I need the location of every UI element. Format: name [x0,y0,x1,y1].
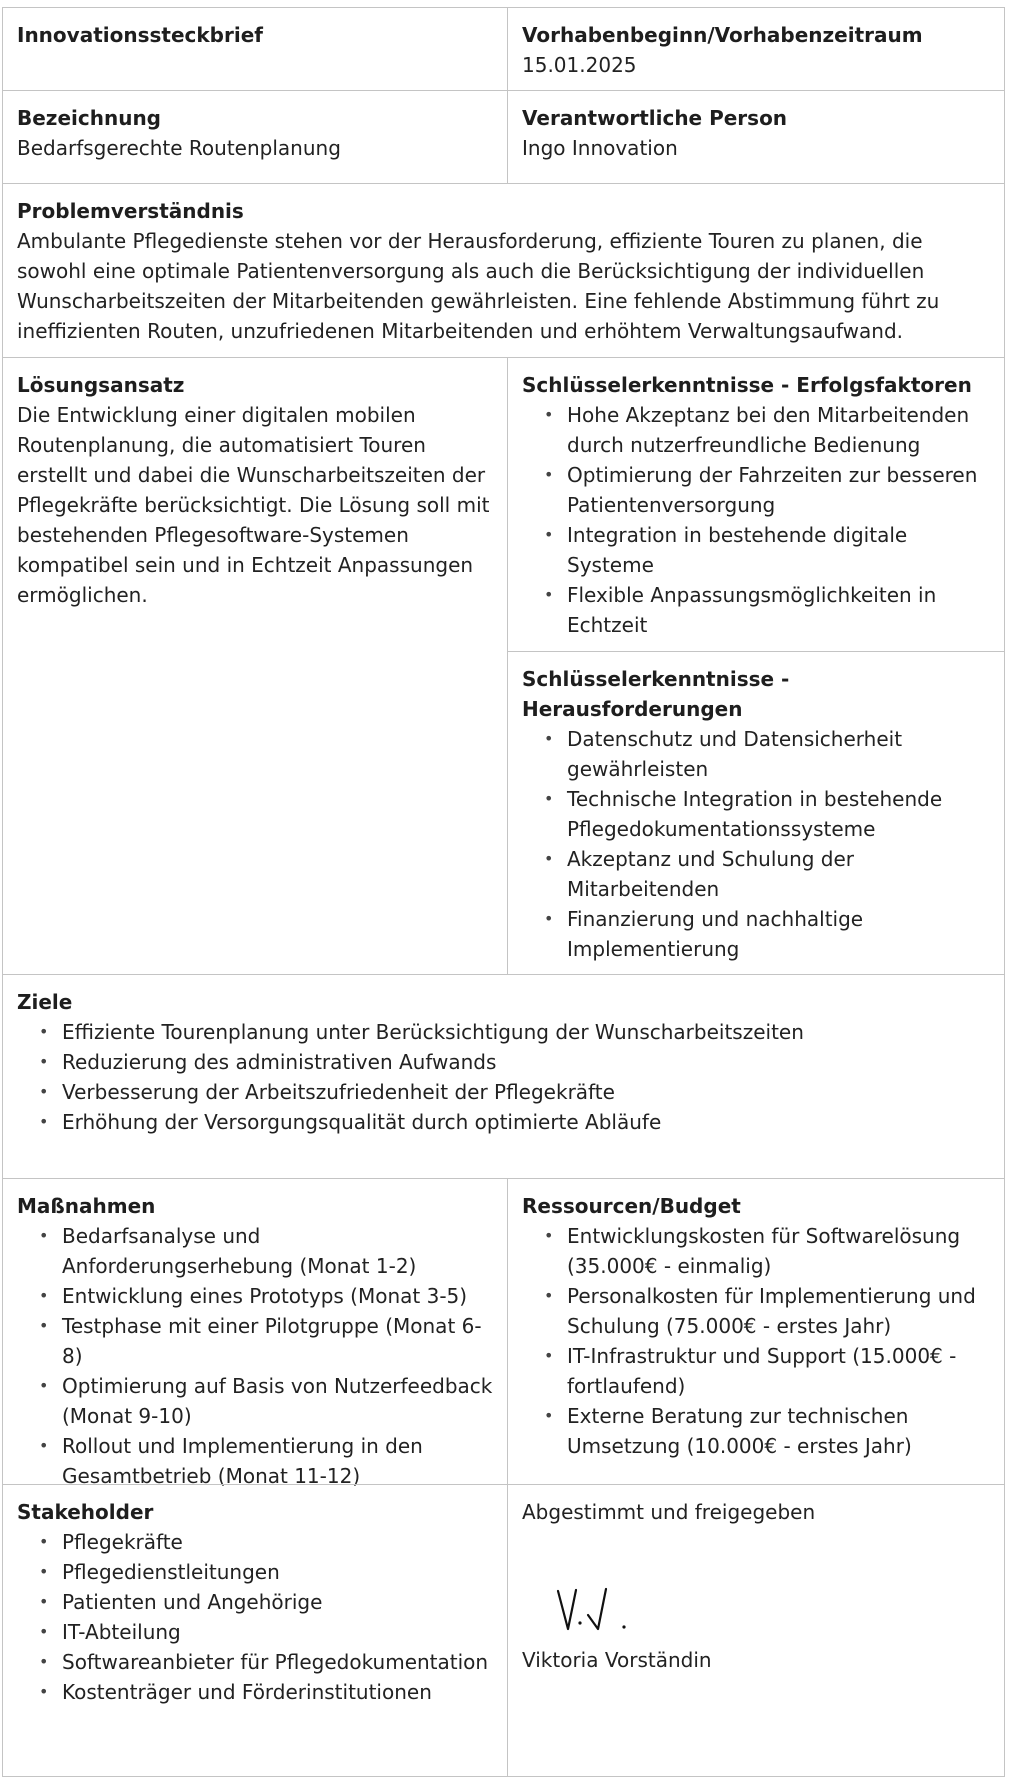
list-item: • IT-Infrastruktur und Support (15.000€ - fortlaufend) [567,1341,990,1401]
name-label: Bezeichnung [17,106,161,130]
list-item: • IT-Abteilung [62,1617,493,1647]
responsible-label: Verantwortliche Person [522,106,788,130]
problem-cell [2,183,1005,358]
measures-cell [2,1178,508,1488]
challenges-label: Schlüsselerkenntnisse - Herausforderungen [522,667,790,721]
list-item: • Kostenträger und Förderinstitutionen [62,1677,493,1707]
list-item: • Entwicklung eines Prototyps (Monat 3-5) [62,1281,493,1311]
solution-label: Lösungsansatz [17,373,185,397]
goals-list [17,1017,990,1137]
list-item: • Optimierung der Fahrzeiten zur besseren Patientenversorgung [567,460,990,520]
challenges-cell [507,651,1005,975]
document-title: Innovationssteckbrief [17,23,263,47]
resources-list [522,1221,990,1461]
title-cell [2,7,508,91]
measures-list [17,1221,493,1491]
list-item: • Hohe Akzeptanz bei den Mitarbeitenden durch nutzerfreundliche Bedienung [567,400,990,460]
success-factors-label: Schlüsselerkenntnisse - Erfolgsfaktoren [522,373,972,397]
success-factors-list [522,400,990,640]
start-date-label: Vorhabenbeginn/Vorhabenzeitraum [522,23,923,47]
approval-label: Abgestimmt und freigegeben [522,1500,816,1524]
list-item: • Personalkosten für Implementierung und Schulung (75.000€ - erstes Jahr) [567,1281,990,1341]
list-item: • Externe Beratung zur technischen Umsetzung (10.000€ - erstes Jahr) [567,1401,990,1461]
list-item: • Testphase mit einer Pilotgruppe (Monat 6-8) [62,1311,493,1371]
responsible-cell [507,90,1005,184]
list-item: • Pflegekräfte [62,1527,493,1557]
resources-cell [507,1178,1005,1485]
problem-label: Problemverständnis [17,199,244,223]
list-item: • Technische Integration in bestehende Pflegedokumentationssysteme [567,784,990,844]
name-value: Bedarfsgerechte Routenplanung [17,136,341,160]
solution-text: Die Entwicklung einer digitalen mobilen Routenplanung, die automatisiert Touren erstellt und dabei die Wunscharbeitszeiten der Pflegekräfte berücksichtigt. Die Lösung soll mit bestehenden Pflegesoftware-Systemen kompatibel sein und in Echtzeit Anpassungen ermöglichen. [17,403,490,607]
challenges-list [522,724,990,964]
list-item: • Rollout und Implementierung in den Gesamtbetrieb (Monat 11-12) [62,1431,493,1491]
goals-label: Ziele [17,990,73,1014]
name-cell [2,90,508,184]
responsible-value: Ingo Innovation [522,136,678,160]
list-item: • Verbesserung der Arbeitszufriedenheit der Pflegekräfte [62,1077,990,1107]
approver-name: Viktoria Vorständin [522,1648,712,1672]
resources-label: Ressourcen/Budget [522,1194,741,1218]
list-item: • Datenschutz und Datensicherheit gewährleisten [567,724,990,784]
stakeholder-cell [2,1484,508,1777]
list-item: • Softwareanbieter für Pflegedokumentation [62,1647,493,1677]
list-item: • Finanzierung und nachhaltige Implementierung [567,904,990,964]
measures-label: Maßnahmen [17,1194,156,1218]
stakeholder-list [17,1527,493,1707]
approval-cell [507,1484,1005,1777]
success-factors-cell [507,357,1005,652]
list-item: • Akzeptanz und Schulung der Mitarbeitenden [567,844,990,904]
list-item: • Reduzierung des administrativen Aufwands [62,1047,990,1077]
list-item: • Optimierung auf Basis von Nutzerfeedback (Monat 9-10) [62,1371,493,1431]
goals-cell [2,974,1005,1179]
list-item: • Entwicklungskosten für Softwarelösung (35.000€ - einmalig) [567,1221,990,1281]
start-date-value: 15.01.2025 [522,53,637,77]
list-item: • Effiziente Tourenplanung unter Berücksichtigung der Wunscharbeitszeiten [62,1017,990,1047]
list-item: • Integration in bestehende digitale Systeme [567,520,990,580]
list-item: • Bedarfsanalyse und Anforderungserhebung (Monat 1-2) [62,1221,493,1281]
list-item: • Erhöhung der Versorgungsqualität durch optimierte Abläufe [62,1107,990,1137]
stakeholder-label: Stakeholder [17,1500,154,1524]
signature-graphic [554,1585,654,1641]
solution-cell [2,357,508,975]
start-date-cell [507,7,1005,91]
problem-text: Ambulante Pflegedienste stehen vor der Herausforderung, effiziente Touren zu planen, die sowohl eine optimale Patientenversorgung als auch die Berücksichtigung der individuellen Wunscharbeitszeiten der Mitarbeitenden gewährleisten. Eine fehlende Abstimmung führt zu ineffizienten Routen, unzufriedenen Mitarbeitenden und erhöhtem Verwaltungsaufwand. [17,229,940,343]
list-item: • Flexible Anpassungsmöglichkeiten in Echtzeit [567,580,990,640]
list-item: • Pflegedienstleitungen [62,1557,493,1587]
list-item: • Patienten und Angehörige [62,1587,493,1617]
